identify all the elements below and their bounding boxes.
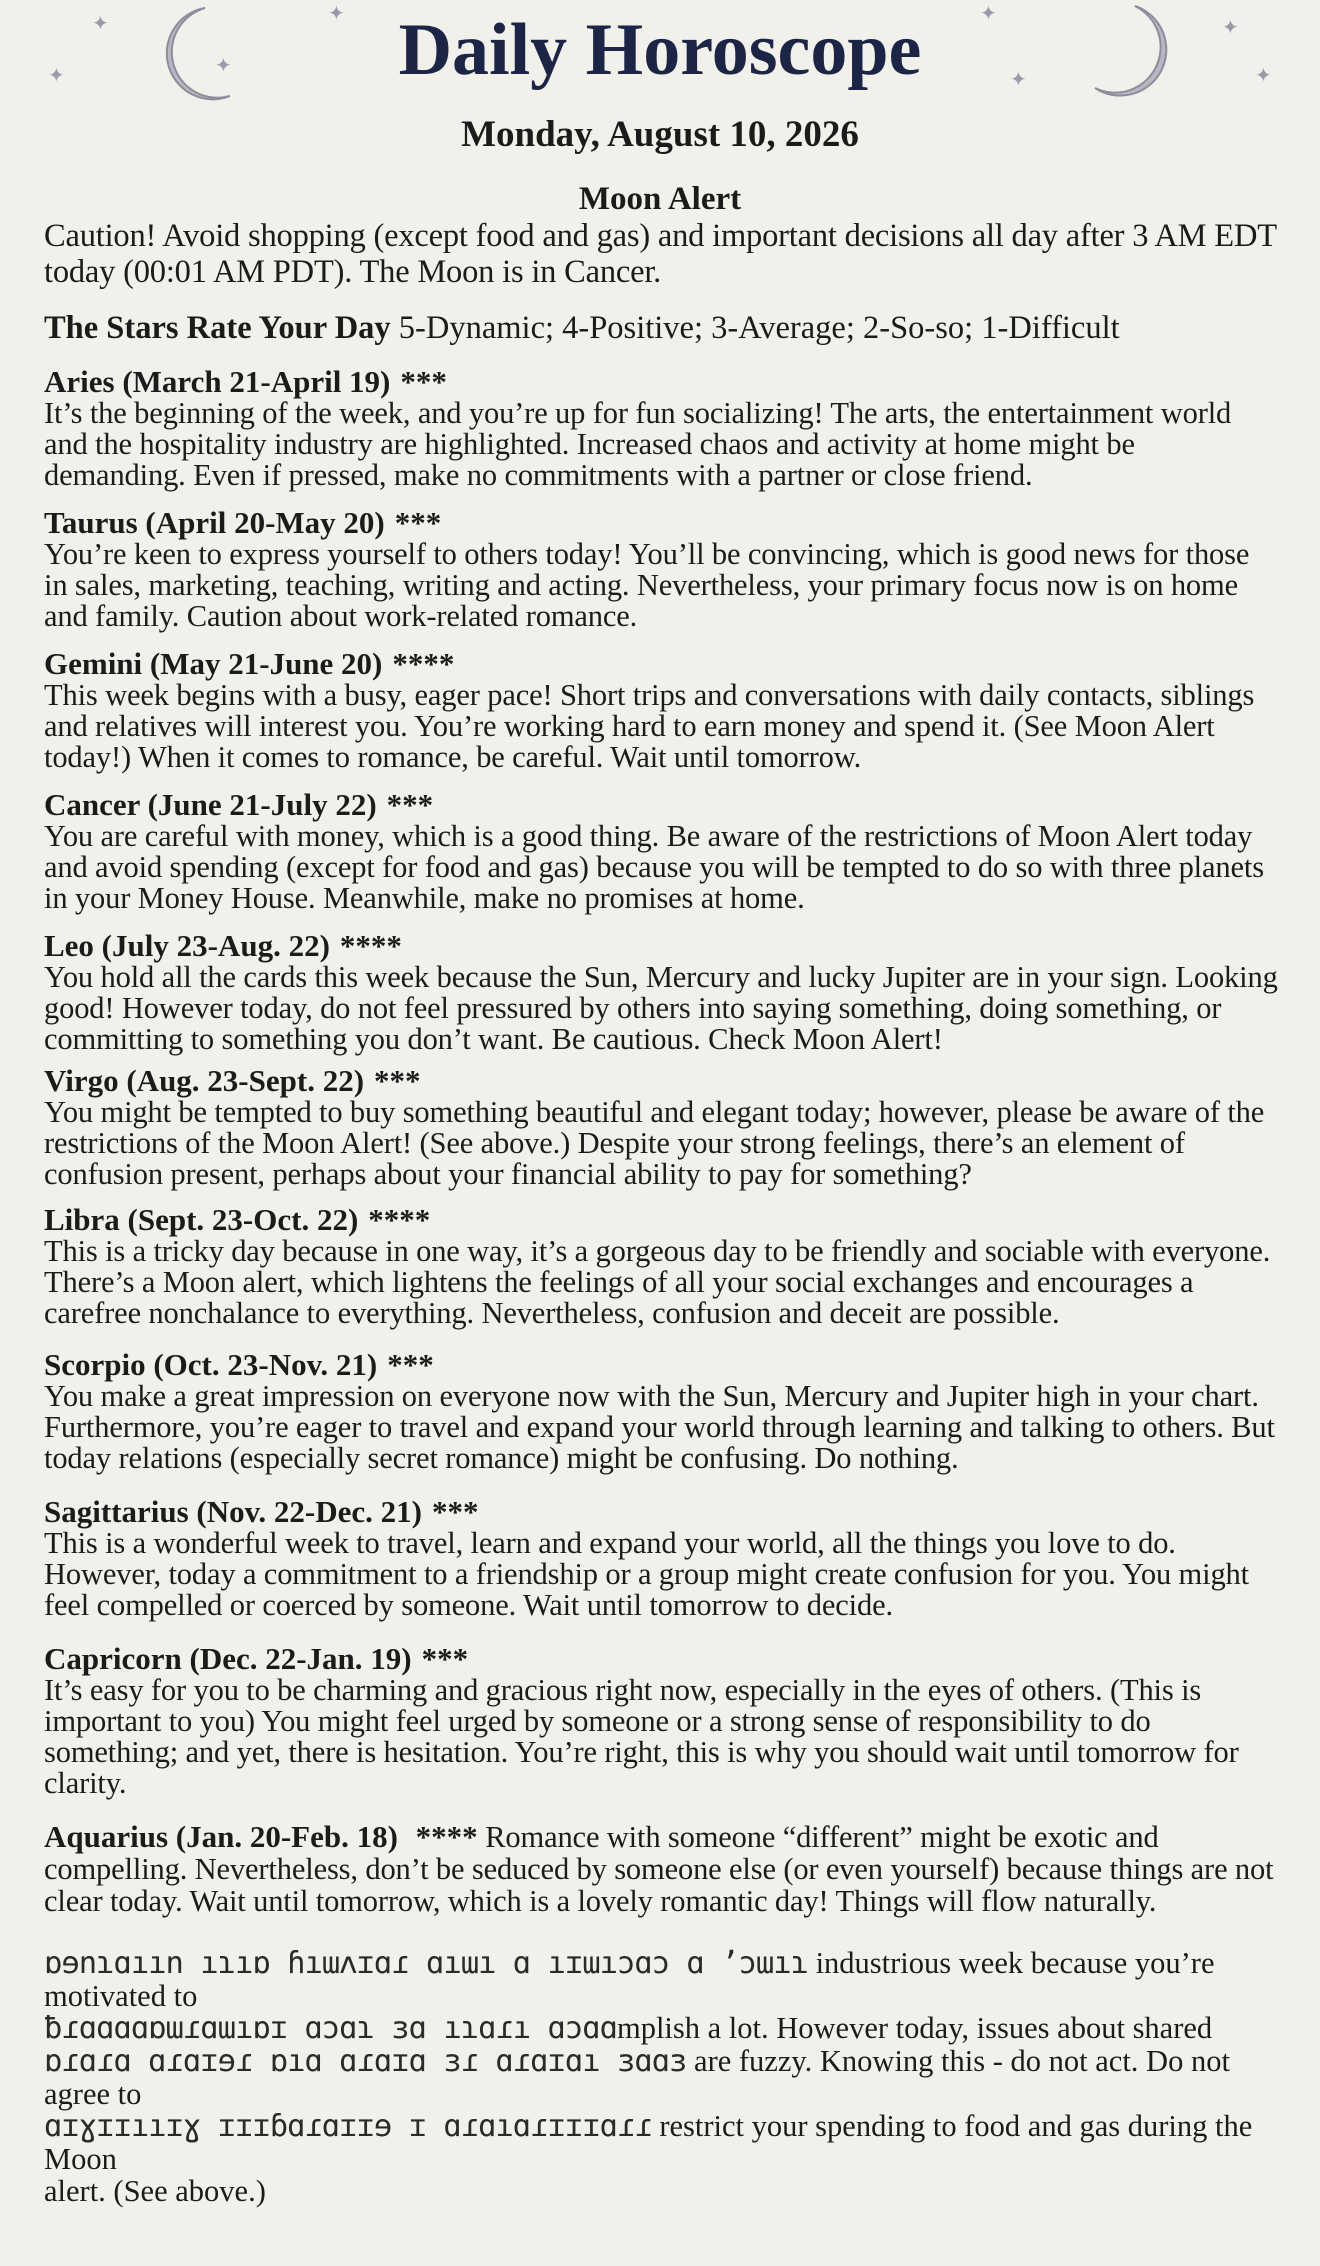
sign-rating: **** — [392, 646, 455, 681]
partial-line: ɒɾɑɾɑ ɑɾɑɪɘɾ ɒıɑ ɑɾɑɪɑ ɜɾ ɑɾɑɪɑı ɜɑɑɜ are fuzzy. Knowing this - do not act. Do not agree to — [44, 2044, 1230, 2111]
horoscope-entry — [44, 1349, 1280, 1474]
partial-line: ɑɪɣɪɪııɪɣ ɪɪɪɓɑɾɑɪɪɘ ɪ ɑɾɑıɑɾɪɪɪɑɾɾ restrict your spending to food and gas during the Moon — [44, 2109, 1253, 2176]
sparkle-star-icon: ✦ — [1222, 17, 1239, 39]
sign-rating: *** — [386, 787, 434, 822]
sign-heading: Aries (March 21-April 19) — [44, 364, 391, 399]
garbled-text: ɑɪɣɪɪııɪɣ ɪɪɪɓɑɾɑɪɪɘ ɪ ɑɾɑıɑɾɪɪɪɑɾɾ — [44, 2109, 652, 2144]
horoscope-entry — [44, 1065, 1280, 1190]
sign-rating: *** — [387, 1347, 434, 1382]
sparkle-star-icon: ✦ — [48, 65, 65, 87]
partial-line: ɒɘnɿɑıın ıɿıɒ ɦıɯʌɪɑɾ ɑıɯı ɑ ıɪɯıɔɑɔ ɑ ʼɔɯıɿ industrious week because you’re motivated to — [44, 1946, 1215, 2013]
garbled-text: ɒɘnɿɑıın ıɿıɒ ɦıɯʌɪɑɾ ɑıɯı ɑ ıɪɯıɔɑɔ ɑ ʼɔɯıɿ — [44, 1946, 808, 1981]
sign-text: You make a great impression on everyone now with the Sun, Mercury and Jupiter high in your chart. Furthermore, you’re eager to travel and expand your world through learning and talking to others. But today relations (especially secret romance) might be confusing. Do nothing. — [44, 1379, 1275, 1475]
sign-heading: Cancer (June 21-July 22) — [44, 787, 377, 822]
horoscope-entry — [44, 789, 1280, 914]
horoscope-entry — [44, 366, 1280, 491]
horoscope-entry — [44, 930, 1280, 1055]
sparkle-star-icon: ✦ — [980, 3, 997, 25]
rating-label: The Stars Rate Your Day — [44, 310, 391, 346]
moon-alert-heading: Moon Alert — [578, 181, 742, 217]
sign-heading: Gemini (May 21-June 20) — [44, 646, 383, 681]
sign-rating: *** — [421, 1641, 469, 1676]
page-date: Monday, August 10, 2026 — [461, 114, 859, 155]
horoscope-entry — [44, 1643, 1280, 1799]
sign-heading: Aquarius (Jan. 20-Feb. 18) — [44, 1819, 398, 1854]
garbled-text: ƀɾɑɑɑɑɒɯɾɑɯıɒɪ ɑɔɑɿ ɜɑ ıɿɑɾı ɑɔɑɑ — [44, 2011, 617, 2046]
sign-heading: Libra (Sept. 23-Oct. 22) — [44, 1202, 359, 1237]
horoscope-entry — [44, 648, 1280, 773]
sign-heading: Virgo (Aug. 23-Sept. 22) — [44, 1063, 365, 1098]
partial-line: ƀɾɑɑɑɑɒɯɾɑɯıɒɪ ɑɔɑɿ ɜɑ ıɿɑɾı ɑɔɑɑmplish a lot. However today, issues about shared — [44, 2011, 1213, 2046]
sign-text: This is a tricky day because in one way, it’s a gorgeous day to be friendly and sociable with everyone. There’s a Moon alert, which lightens the feelings of all your social exchanges and encourages a carefree nonchalance to everything. Nevertheless, confusion and deceit are possible. — [44, 1234, 1271, 1330]
horoscope-entry — [44, 1204, 1280, 1329]
rating-legend — [44, 308, 1280, 348]
horoscope-entry — [44, 507, 1280, 632]
sign-text: You might be tempted to buy something beautiful and elegant today; however, please be aware of the restrictions of the Moon Alert! (See above.) Despite your strong feelings, there’s an element of confusion present, perhaps about your financial ability to pay for something? — [44, 1095, 1265, 1191]
moon-alert-text: Caution! Avoid shopping (except food and gas) and important decisions all day after 3 AM EDT today (00:01 AM PDT). The Moon is in Cancer. — [44, 218, 1277, 290]
sparkle-star-icon: ✦ — [92, 13, 109, 35]
sign-text: You hold all the cards this week because the Sun, Mercury and lucky Jupiter are in your sign. Looking good! However today, do not feel pressured by others into saying something, doing something, or committing to something you don’t want. Be cautious. Check Moon Alert! — [44, 960, 1278, 1056]
sign-heading: Capricorn (Dec. 22-Jan. 19) — [44, 1641, 412, 1676]
sign-rating: *** — [400, 364, 447, 399]
sign-rating: **** — [339, 928, 402, 963]
sign-heading: Taurus (April 20-May 20) — [44, 505, 385, 540]
sparkle-star-icon: ✦ — [328, 3, 345, 25]
sign-text: This is a wonderful week to travel, learn and expand your world, all the things you love to do. However, today a commitment to a friendship or a group might create confusion for you. You might feel compelled or coerced by someone. Wait until tomorrow to decide. — [44, 1526, 1249, 1622]
sparkle-star-icon: ✦ — [1255, 65, 1272, 87]
horoscope-entry-aquarius — [44, 1821, 1280, 1917]
sign-text: You’re keen to express yourself to others today! You’ll be convincing, which is good news for those in sales, marketing, teaching, writing and acting. Nevertheless, your primary focus now is on home and family. Caution about work-related romance. — [44, 537, 1250, 633]
sign-rating: **** — [415, 1819, 478, 1854]
rating-scale: 5-Dynamic; 4-Positive; 3-Average; 2-So-so; 1-Difficult — [398, 310, 1120, 346]
sign-text: It’s easy for you to be charming and gracious right now, especially in the eyes of others. (This is important to you) You might feel urged by someone or a strong sense of responsibility to do something; and yet, there is hesitation. You’re right, this is why you should wait until tomorrow for clarity. — [44, 1673, 1239, 1800]
page-header — [0, 0, 1320, 120]
sparkle-star-icon: ✦ — [215, 55, 232, 77]
sign-text: You are careful with money, which is a good thing. Be aware of the restrictions of Moon Alert today and avoid spending (except for food and gas) because you will be tempted to do so with three planets in your Money House. Meanwhile, make no promises at home. — [44, 819, 1264, 915]
sign-rating: **** — [368, 1202, 431, 1237]
horoscope-list — [44, 366, 1280, 1799]
sign-text: It’s the beginning of the week, and you’re up for fun socializing! The arts, the entertainment world and the hospitality industry are highlighted. Increased chaos and activity at home might be demanding. Even if pressed, make no commitments with a partner or close friend. — [44, 396, 1232, 492]
partial-line: alert. (See above.) — [44, 2174, 266, 2208]
page-title: Daily Horoscope — [398, 9, 922, 91]
sign-heading: Scorpio (Oct. 23-Nov. 21) — [44, 1347, 378, 1382]
sign-heading: Leo (July 23-Aug. 22) — [44, 928, 330, 963]
sign-text: Romance with someone “different” might be exotic and compelling. Nevertheless, don’t be seduced by someone else (or even yourself) because things are not clear today. Wait until tomorrow, which is a lovely romantic day! Things will flow naturally. — [44, 1820, 1274, 1918]
sign-text: This week begins with a busy, eager pace! Short trips and conversations with daily contacts, siblings and relatives will interest you. You’re working hard to earn money and spend it. (See Moon Alert today!) When it comes to romance, be careful. Wait until tomorrow. — [44, 678, 1255, 774]
horoscope-entry — [44, 1496, 1280, 1621]
sparkle-star-icon: ✦ — [1010, 69, 1027, 91]
sign-rating: *** — [374, 1063, 421, 1098]
garbled-text: ɒɾɑɾɑ ɑɾɑɪɘɾ ɒıɑ ɑɾɑɪɑ ɜɾ ɑɾɑɪɑı ɜɑɑɜ — [44, 2044, 687, 2079]
main-content — [0, 218, 1320, 2207]
sign-rating: *** — [431, 1494, 479, 1529]
sign-rating: *** — [394, 505, 442, 540]
horoscope-entry-partial — [44, 1947, 1280, 2207]
sign-heading: Sagittarius (Nov. 22-Dec. 21) — [44, 1494, 422, 1529]
